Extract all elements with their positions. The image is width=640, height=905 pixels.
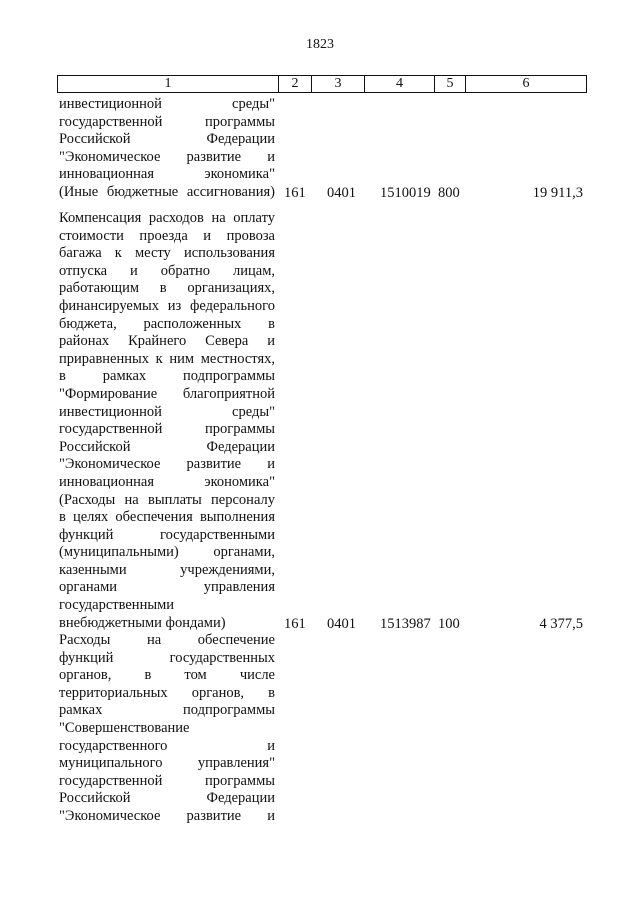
section-code: 0401 (327, 185, 356, 201)
column-header-6: 6 (522, 76, 530, 91)
description-line: отпуска и обратно лицам, (59, 262, 275, 279)
description-line: рамках подпрограммы (59, 702, 275, 719)
description-line: Российской Федерации (59, 131, 275, 148)
description-line: инновационная экономика" (59, 473, 275, 490)
description-line: "Совершенствование (59, 719, 190, 736)
description-line: (Расходы на выплаты персоналу (59, 491, 275, 508)
description-line: стоимости проезда и провоза (59, 227, 275, 244)
column-header-3: 3 (312, 76, 365, 92)
section-code: 0401 (327, 615, 356, 632)
table-header (57, 75, 587, 93)
description-line: багажа к месту использования (59, 245, 275, 262)
page-number: 1823 (306, 37, 334, 52)
description-line: инвестиционной среды" (59, 96, 275, 112)
description-line: Российской Федерации (59, 438, 275, 455)
column-header-5: 5 (435, 76, 466, 92)
description-line: государственного и (59, 737, 275, 754)
description-line: инвестиционной среды" (59, 403, 275, 420)
amount: 4 377,5 (539, 615, 583, 632)
row-description (59, 96, 275, 202)
description-line: приравненных к ним местностях, (59, 350, 275, 367)
description-line: инновационная экономика" (59, 166, 275, 183)
description-line: Расходы на обеспечение (59, 632, 275, 648)
description-line: в целях обеспечения выполнения (59, 509, 275, 526)
row-description (59, 210, 275, 632)
description-line: внебюджетными фондами) (59, 614, 226, 631)
description-line: "Формирование благоприятной (59, 385, 275, 402)
target-item-code: 1513987 (380, 615, 431, 632)
description-line: государственной программы (59, 421, 275, 438)
column-header-4: 4 (365, 76, 435, 92)
description-line: (муниципальными) органами, (59, 544, 275, 561)
description-line: органами управления (59, 579, 275, 596)
amount: 19 911,3 (532, 185, 583, 201)
description-line: органов, в том числе (59, 667, 275, 684)
description-line: Компенсация расходов на оплату (59, 210, 275, 226)
description-line: "Экономическое развитие и (59, 148, 275, 165)
description-line: "Экономическое развитие и (59, 807, 275, 824)
description-line: (Иные бюджетные ассигнования) (59, 183, 275, 200)
row-description (59, 632, 275, 826)
expense-type-code: 100 (438, 615, 460, 632)
description-line: государственной программы (59, 772, 275, 789)
column-header-2: 2 (279, 76, 312, 92)
description-line: государственной программы (59, 113, 275, 130)
description-line: Российской Федерации (59, 790, 275, 807)
description-line: государственными (59, 597, 175, 614)
description-line: финансируемых из федерального (59, 297, 275, 314)
expense-type-code: 800 (438, 185, 460, 201)
description-line: территориальных органов, в (59, 684, 275, 701)
description-line: функций государственными (59, 526, 275, 543)
description-line: казенными учреждениями, (59, 561, 275, 578)
description-line: муниципального управления" (59, 755, 275, 772)
target-item-code: 1510019 (380, 185, 431, 201)
column-header-1: 1 (58, 76, 279, 92)
description-line: работающим в организациях, (59, 280, 275, 297)
ministry-code: 161 (284, 615, 306, 632)
ministry-code: 161 (284, 185, 306, 201)
description-line: "Экономическое развитие и (59, 456, 275, 473)
description-line: районах Крайнего Севера и (59, 333, 275, 350)
description-line: в рамках подпрограммы (59, 368, 275, 385)
description-line: функций государственных (59, 649, 275, 666)
description-line: бюджета, расположенных в (59, 315, 275, 332)
